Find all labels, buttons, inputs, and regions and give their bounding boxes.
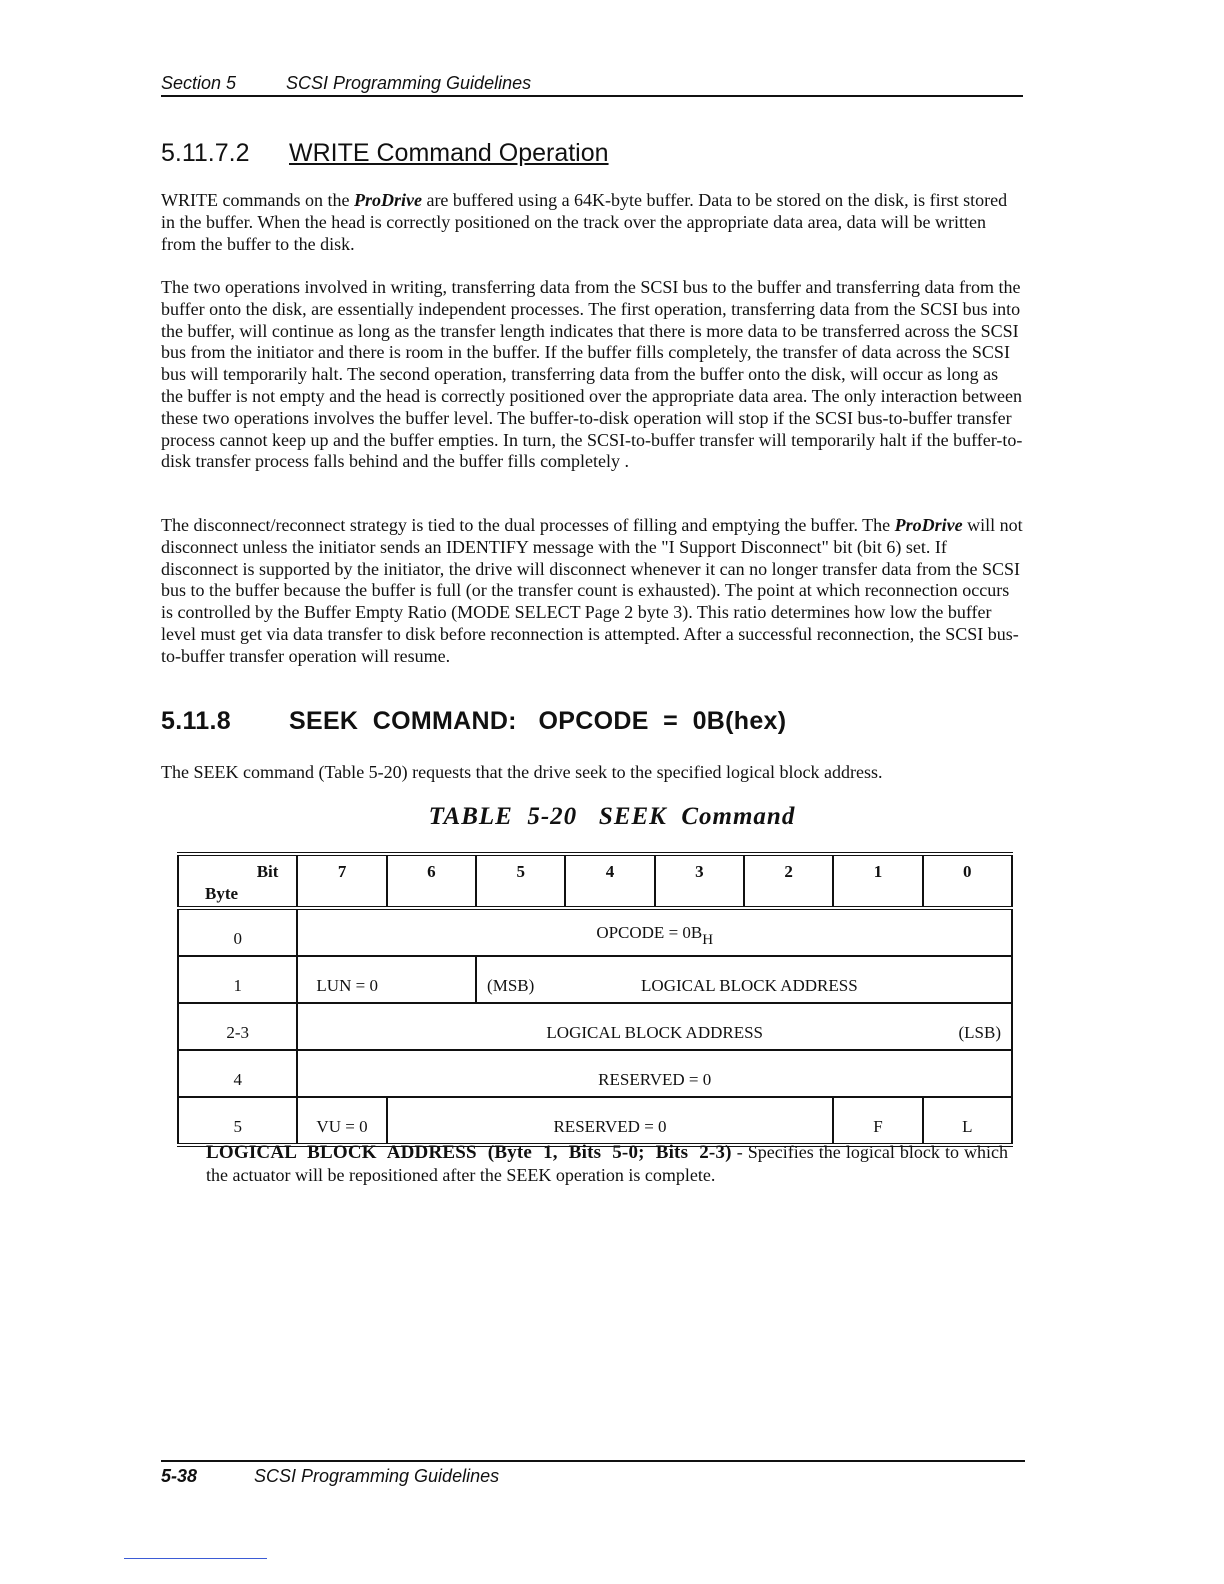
opcode-subscript: H bbox=[702, 932, 714, 948]
bit-header: 1 bbox=[833, 854, 922, 908]
msb-label: (MSB) bbox=[487, 976, 535, 995]
definition-text: - Specifies the logical block to which the actuator will be repositioned after the SEEK operation is complete. bbox=[206, 1142, 1008, 1185]
lsb-label: (LSB) bbox=[958, 1023, 1001, 1042]
seek-command-table bbox=[177, 852, 1013, 1147]
bit-header: 5 bbox=[476, 854, 565, 908]
definition-term: LOGICAL BLOCK ADDRESS (Byte 1, Bits 5-0; Bits 2-3) bbox=[206, 1142, 732, 1163]
bit-header: 6 bbox=[387, 854, 476, 908]
subsection-number: 5.11.7.2 bbox=[161, 139, 250, 167]
opcode-text: OPCODE = 0B bbox=[596, 923, 703, 942]
paragraph-text: are buffered using a 64K-byte buffer. Data to be stored on the disk, is first stored in the buffer. When the head is correctly positioned on the track over the appropriate data area, data will be written from the buffer to the disk. bbox=[161, 190, 1008, 254]
bit-header: 3 bbox=[655, 854, 744, 908]
table-title: TABLE 5-20 SEEK Command bbox=[428, 803, 796, 830]
lba-label: LOGICAL BLOCK ADDRESS bbox=[546, 1023, 764, 1042]
vu-cell: VU = 0 bbox=[297, 1097, 386, 1145]
reserved-cell: RESERVED = 0 bbox=[297, 1050, 1012, 1097]
paragraph-write-operations: The two operations involved in writing, transferring data from the SCSI bus to the buffer and transferring data from the buffer onto the disk, are essentially independent processes. The first operation, transferring data from the SCSI bus into the buffer, will continue as long as the transfer length indicates that there is more data to be transferred across the SCSI bus from the initiator and there is room in the buffer. If the buffer fills completely, the transfer of data across the SCSI bus will temporarily halt. The second operation, transferring data from the buffer onto the disk, will occur as long as the buffer is not empty and the head is correctly positioned over the appropriate data area. The only interaction between these two operations involves the buffer level. The buffer-to-disk operation will stop if the SCSI bus-to-buffer transfer process cannot keep up and the buffer empties. In turn, the SCSI-to-buffer transfer will temporarily halt if the buffer-to-disk transfer process falls behind and the buffer fills completely . bbox=[161, 277, 1023, 472]
section-number: 5.11.8 bbox=[161, 707, 231, 735]
page-number: 5-38 bbox=[161, 1466, 198, 1486]
paragraph-disconnect-strategy bbox=[161, 515, 1023, 668]
lba-label: LOGICAL BLOCK ADDRESS bbox=[641, 976, 858, 995]
byte-label: Byte bbox=[205, 884, 239, 903]
table-row bbox=[178, 1097, 1012, 1145]
bit-header: 7 bbox=[297, 854, 386, 908]
paragraph-text: WRITE commands on the bbox=[161, 190, 354, 210]
subsection-heading bbox=[161, 138, 609, 168]
bit-label: Bit bbox=[256, 862, 279, 881]
product-name: ProDrive bbox=[894, 515, 963, 535]
table-row bbox=[178, 908, 1012, 956]
byte-number: 2-3 bbox=[178, 1003, 297, 1050]
link-l-cell: L bbox=[923, 1097, 1012, 1145]
byte-number: 1 bbox=[178, 956, 297, 1003]
product-name: ProDrive bbox=[353, 190, 422, 210]
header-section: Section 5 bbox=[161, 73, 237, 93]
byte-number: 4 bbox=[178, 1050, 297, 1097]
bit-header: 0 bbox=[923, 854, 1012, 908]
subsection-title: WRITE Command Operation bbox=[289, 139, 609, 167]
flag-f-cell: F bbox=[833, 1097, 922, 1145]
opcode-cell bbox=[297, 908, 1012, 956]
byte-number: 5 bbox=[178, 1097, 297, 1145]
footer-title: SCSI Programming Guidelines bbox=[254, 1466, 500, 1486]
running-header bbox=[161, 72, 1023, 97]
section-heading bbox=[161, 706, 786, 736]
paragraph-text: The disconnect/reconnect strategy is tied to the dual processes of filling and emptying the buffer. The bbox=[161, 515, 895, 535]
lun-cell: LUN = 0 bbox=[297, 956, 476, 1003]
table-row bbox=[178, 1050, 1012, 1097]
reserved-cell: RESERVED = 0 bbox=[387, 1097, 834, 1145]
section-title: SEEK COMMAND: OPCODE = 0B(hex) bbox=[289, 707, 787, 735]
paragraph-write-buffer bbox=[161, 190, 1023, 255]
header-title: SCSI Programming Guidelines bbox=[286, 73, 532, 93]
lba-msb-cell bbox=[476, 956, 1012, 1003]
running-footer bbox=[161, 1460, 1025, 1487]
lba-lsb-cell bbox=[297, 1003, 1012, 1050]
paragraph-text: will not disconnect unless the initiator sends an IDENTIFY message with the "I Support Disconnect" bit (bit 6) set. If disconnect is supported by the initiator, the drive will disconnect whenever it can no longer transfer data from the SCSI bus to the buffer because the buffer is full (or the transfer count is exhausted). The point at which reconnection occurs is controlled by the Buffer Empty Ratio (MODE SELECT Page 2 byte 3). This ratio determines how low the buffer level must get via data transfer to disk before reconnection is attempted. After a successful reconnection, the SCSI bus-to-buffer transfer operation will resume. bbox=[161, 515, 1023, 666]
table-row bbox=[178, 956, 1012, 1003]
byte-number: 0 bbox=[178, 908, 297, 956]
table-header-row bbox=[178, 854, 1012, 908]
field-definition bbox=[206, 1141, 1008, 1186]
bottom-divider bbox=[124, 1558, 267, 1559]
bit-header: 4 bbox=[565, 854, 654, 908]
bit-header: 2 bbox=[744, 854, 833, 908]
table-row bbox=[178, 1003, 1012, 1050]
paragraph-seek-intro: The SEEK command (Table 5-20) requests that the drive seek to the specified logical block address. bbox=[161, 762, 883, 782]
bit-byte-corner bbox=[178, 854, 297, 908]
